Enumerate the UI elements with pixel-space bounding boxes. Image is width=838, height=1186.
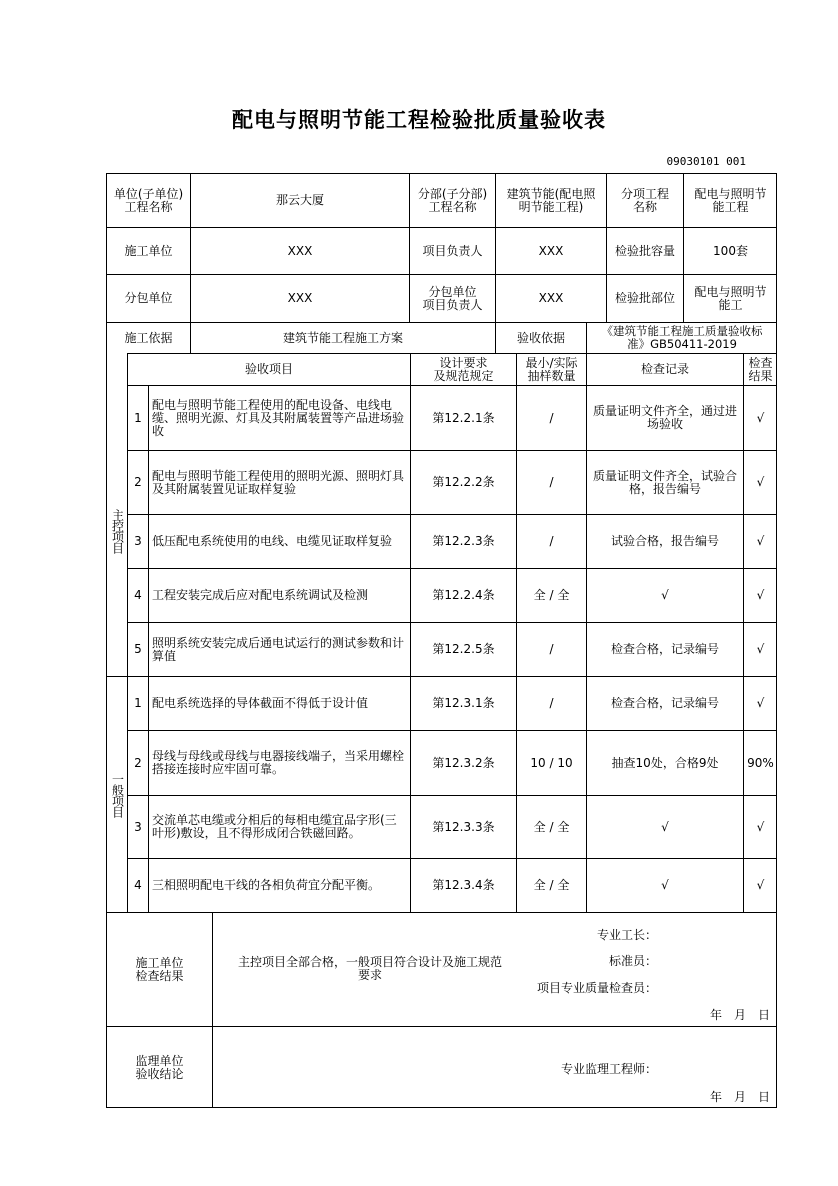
item-result: √	[743, 385, 777, 450]
item-spec: 第12.2.3条	[410, 514, 516, 568]
item-sample: 全 / 全	[516, 568, 586, 622]
col-item: 验收项目	[127, 353, 410, 385]
supervisor-label: 专业监理工程师：	[560, 1062, 657, 1076]
item-sample: /	[516, 514, 586, 568]
item-record: √	[586, 568, 743, 622]
item-result: √	[743, 514, 777, 568]
inspector-label: 项目专业质量检查员：	[536, 981, 657, 995]
pm-value: XXX	[495, 227, 606, 274]
item-text: 配电系统选择的导体截面不得低于设计值	[148, 676, 410, 730]
supervision-date: 年 月 日	[709, 1090, 770, 1104]
item-sample: 10 / 10	[516, 730, 586, 795]
item-text: 三相照明配电干线的各相负荷宜分配平衡。	[148, 858, 410, 912]
construction-date: 年 月 日	[709, 1008, 770, 1022]
acceptance-value: 《建筑节能工程施工质量验收标 准》GB50411-2019	[586, 322, 777, 353]
item-text: 低压配电系统使用的电线、电缆见证取样复验	[148, 514, 410, 568]
item-spec: 第12.2.5条	[410, 622, 516, 676]
item-number: 3	[127, 514, 148, 568]
subpart-label: 分部(子分部) 工程名称	[409, 173, 495, 227]
unit-label: 单位(子单位) 工程名称	[106, 173, 190, 227]
item-spec: 第12.3.1条	[410, 676, 516, 730]
item-record: 试验合格，报告编号	[586, 514, 743, 568]
item-sample: /	[516, 450, 586, 514]
item-record: 检查合格，记录编号	[586, 622, 743, 676]
item-number: 2	[127, 730, 148, 795]
part-value: 配电与照明节 能工	[683, 274, 777, 322]
pm-label: 项目负责人	[409, 227, 495, 274]
item-sample: /	[516, 385, 586, 450]
item-result: 90%	[743, 730, 777, 795]
col-result: 检查 结果	[743, 353, 777, 385]
capacity-value: 100套	[683, 227, 777, 274]
item-spec: 第12.2.2条	[410, 450, 516, 514]
item-label: 分项工程 名称	[606, 173, 683, 227]
item-number: 1	[127, 676, 148, 730]
constructor-label: 施工单位	[106, 227, 190, 274]
item-spec: 第12.3.3条	[410, 795, 516, 858]
item-sample: 全 / 全	[516, 795, 586, 858]
construction-conclusion: 主控项目全部合格，一般项目符合设计及施工规范 要求	[237, 955, 502, 982]
col-spec: 设计要求 及规范规定	[410, 353, 516, 385]
item-result: √	[743, 622, 777, 676]
main-items-label: 主控项目	[106, 385, 127, 676]
construction-check-label: 施工单位 检查结果	[106, 912, 212, 1026]
form-code: 09030101 001	[666, 155, 746, 168]
unit-value: 那云大厦	[190, 173, 409, 227]
item-record: 质量证明文件齐全，试验合格，报告编号	[586, 450, 743, 514]
page-title: 配电与照明节能工程检验批质量验收表	[232, 108, 606, 132]
item-record: √	[586, 795, 743, 858]
constructor-value: XXX	[190, 227, 409, 274]
item-result: √	[743, 568, 777, 622]
basis-value: 建筑节能工程施工方案	[190, 322, 495, 353]
acceptance-label: 验收依据	[495, 322, 586, 353]
item-number: 5	[127, 622, 148, 676]
item-number: 2	[127, 450, 148, 514]
subcontractor-label: 分包单位	[106, 274, 190, 322]
item-spec: 第12.2.1条	[410, 385, 516, 450]
item-result: √	[743, 858, 777, 912]
standard-label: 标准员：	[608, 954, 657, 968]
item-number: 3	[127, 795, 148, 858]
item-result: √	[743, 676, 777, 730]
item-record: 质量证明文件齐全，通过进场验收	[586, 385, 743, 450]
item-text: 配电与照明节能工程使用的配电设备、电线电缆、照明光源、灯具及其附属装置等产品进场验收	[148, 385, 410, 450]
supervision-label: 监理单位 验收结论	[106, 1026, 212, 1108]
item-number: 1	[127, 385, 148, 450]
part-label: 检验批部位	[606, 274, 683, 322]
corner-cell	[106, 353, 127, 385]
item-sample: /	[516, 622, 586, 676]
item-result: √	[743, 795, 777, 858]
capacity-label: 检验批容量	[606, 227, 683, 274]
item-spec: 第12.2.4条	[410, 568, 516, 622]
item-text: 照明系统安装完成后通电试运行的测试参数和计算值	[148, 622, 410, 676]
item-number: 4	[127, 858, 148, 912]
item-spec: 第12.3.2条	[410, 730, 516, 795]
item-number: 4	[127, 568, 148, 622]
item-text: 交流单芯电缆或分相后的每相电缆宜品字形(三叶形)敷设，且不得形成闭合铁磁回路。	[148, 795, 410, 858]
item-record: 抽查10处，合格9处	[586, 730, 743, 795]
item-result: √	[743, 450, 777, 514]
item-text: 工程安装完成后应对配电系统调试及检测	[148, 568, 410, 622]
basis-label: 施工依据	[106, 322, 190, 353]
subpart-value: 建筑节能(配电照 明节能工程)	[495, 173, 606, 227]
item-value: 配电与照明节 能工程	[683, 173, 777, 227]
item-record: 检查合格，记录编号	[586, 676, 743, 730]
item-spec: 第12.3.4条	[410, 858, 516, 912]
item-sample: 全 / 全	[516, 858, 586, 912]
col-record: 检查记录	[586, 353, 743, 385]
item-text: 配电与照明节能工程使用的照明光源、照明灯具及其附属装置见证取样复验	[148, 450, 410, 514]
general-items-label: 一般项目	[106, 676, 127, 912]
item-text: 母线与母线或母线与电器接线端子，当采用螺栓搭接连接时应牢固可靠。	[148, 730, 410, 795]
item-sample: /	[516, 676, 586, 730]
sub-pm-label: 分包单位 项目负责人	[409, 274, 495, 322]
col-sample: 最小/实际 抽样数量	[516, 353, 586, 385]
sub-pm-value: XXX	[495, 274, 606, 322]
subcontractor-value: XXX	[190, 274, 409, 322]
item-record: √	[586, 858, 743, 912]
foreman-label: 专业工长：	[596, 928, 657, 942]
